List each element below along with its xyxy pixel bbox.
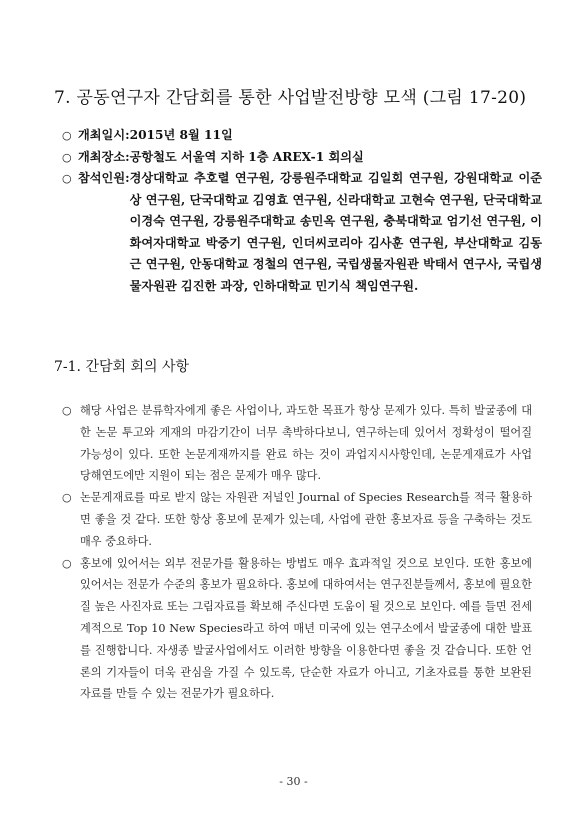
subsection-title: 7-1. 간담회 회의 사항: [54, 359, 190, 375]
bullet-icon: ○: [62, 556, 72, 570]
meeting-note-text: 홍보에 있어서는 외부 전문가를 활용하는 방법도 매우 효과적일 것으로 보인다. 또한 홍보에 있어서는 전문가 수준의 홍보가 필요하다. 홍보에 대하여서는 연구진분들께서, 홍보에 필요한 질 높은 사진자료 또는 그림자료를 확보해 주신다면 도움이 될 것으로 보인다. 예를 들면 전세계적으로 Top 10 New Species라고 하여 매년 미국에 있는 연구소에서 발굴종에 대한 발표를 진행합니다. 자생종 발굴사업에서도 이러한 방향을 이용한다면 좋을 것 같습니다. 또한 언론의 기자들이 더욱 관심을 가질 수 있도록, 단순한 자료가 아니고, 기초자료를 통한 보완된 자료를 만들 수 있는 전문가가 필요하다.: [80, 556, 532, 701]
meeting-note: [62, 400, 532, 487]
bullet-icon: ○: [62, 172, 72, 185]
bullet-icon: ○: [62, 404, 72, 417]
meeting-note-text: 논문게재료를 따로 받지 않는 자원관 저널인 Journal of Species Research를 적극 활용하면 좋을 것 같다. 또한 항상 홍보에 문제가 있는데, 사업에 관한 홍보자료 등을 구축하는 것도 매우 중요하다.: [80, 491, 532, 548]
meeting-note-text: 해당 사업은 분류학자에게 좋은 사업이나, 과도한 목표가 항상 문제가 있다. 특히 발굴종에 대한 논문 투고와 게재의 마감기간이 너무 촉박하다보니, 연구하는데 있어서 정확성이 떨어질 가능성이 있다. 또한 논문게재까지를 완료 하는 것이 과업지시사항인데, 논문게재료가 사업 당해연도에만 지원이 되는 점은 문제가 매우 많다.: [80, 404, 532, 483]
meeting-note: [62, 487, 532, 552]
page-number: - 30 -: [279, 775, 308, 788]
bullet-icon: ○: [62, 129, 72, 142]
meeting-info-value: 공항철도 서울역 지하 1층 AREX-1 회의실: [129, 149, 364, 164]
meeting-info-label: 개최일시:: [78, 128, 130, 142]
bullet-icon: ○: [62, 491, 72, 505]
meeting-info-date: [62, 125, 542, 147]
bullet-icon: ○: [62, 150, 72, 164]
meeting-info-value: 경상대학교 추호렬 연구원, 강릉원주대학교 김일회 연구원, 강원대학교 이준상 연구원, 단국대학교 김영효 연구원, 신라대학교 고현숙 연구원, 단국대학교 이경숙 연구원, 강릉원주대학교 송민옥 연구원, 충북대학교 엄기선 연구원, 이화여자대학교 박중기 연구원, 인더씨코리아 김사훈 연구원, 부산대학교 김동근 연구원, 안동대학교 정철의 연구원, 국립생물자원관 박태서 연구사, 국립생물자원관 김진한 과장, 인하대학교 민기식 책임연구원.: [129, 171, 542, 293]
meeting-note: [62, 553, 532, 706]
meeting-notes-list: [62, 400, 532, 705]
meeting-info-label: 참석인원:: [78, 171, 130, 185]
meeting-info-attendees: [62, 168, 542, 297]
meeting-info-value: 2015년 8월 11일: [129, 128, 233, 142]
meeting-info-list: [62, 125, 542, 297]
section-title: 7. 공동연구자 간담회를 통한 사업발전방향 모색 (그림 17-20): [54, 88, 527, 108]
meeting-info-label: 개최장소:: [78, 149, 130, 164]
meeting-info-place: [62, 147, 542, 169]
